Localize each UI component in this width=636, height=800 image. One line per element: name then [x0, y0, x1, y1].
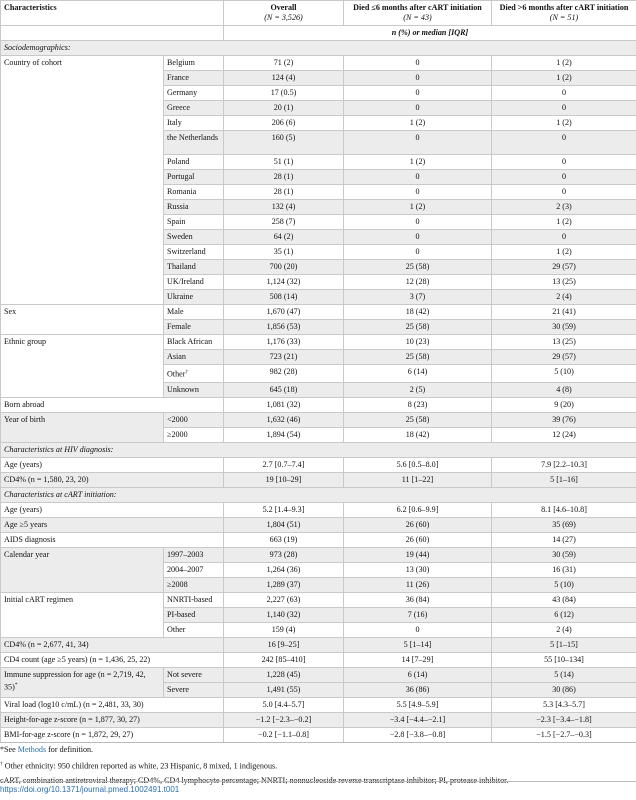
row-label: CD4 count (age ≥5 years) (n = 1,436, 25, 22)	[1, 652, 224, 667]
subgroup-label-text: Ukraine	[167, 292, 194, 301]
table-row	[1, 335, 636, 350]
died-le6-cell: 26 (60)	[344, 517, 492, 532]
table-body	[1, 41, 636, 743]
group-label	[1, 412, 164, 442]
died-gt6-cell: 0	[492, 170, 636, 185]
died-le6-cell: −2.8 [−3.8–−0.8]	[344, 727, 492, 742]
died-gt6-cell: 13 (25)	[492, 335, 636, 350]
section-label: Characteristics at HIV diagnosis:	[1, 442, 636, 457]
overall-cell: 1,632 (46)	[224, 412, 344, 427]
subgroup-label	[164, 305, 224, 320]
died-gt6-cell: 0	[492, 185, 636, 200]
header-characteristics: Characteristics	[1, 1, 224, 26]
overall-cell: −1.2 [−2.3–−0.2]	[224, 712, 344, 727]
group-label-text: Calendar year	[4, 549, 50, 559]
subgroup-label	[164, 667, 224, 682]
header-overall-title: Overall	[270, 3, 297, 12]
overall-cell: 1,081 (32)	[224, 397, 344, 412]
overall-cell: 1,670 (47)	[224, 305, 344, 320]
footnotes	[0, 745, 636, 786]
died-le6-cell: 2 (5)	[344, 382, 492, 397]
subgroup-label	[164, 131, 224, 155]
overall-cell: 159 (4)	[224, 622, 344, 637]
overall-cell: 645 (18)	[224, 382, 344, 397]
overall-cell: 242 [85–410]	[224, 652, 344, 667]
subgroup-label-text: ≥2008	[167, 579, 188, 589]
section-row	[1, 487, 636, 502]
subgroup-label-text: Portugal	[167, 172, 195, 181]
subgroup-label	[164, 56, 224, 71]
died-gt6-cell: 30 (86)	[492, 682, 636, 697]
subgroup-label	[164, 412, 224, 427]
died-le6-cell: 25 (58)	[344, 320, 492, 335]
died-gt6-cell: 39 (76)	[492, 412, 636, 427]
subgroup-label-text: Male	[167, 307, 184, 316]
subgroup-label	[164, 592, 224, 607]
overall-cell: 1,804 (51)	[224, 517, 344, 532]
overall-cell: 16 [9–25]	[224, 637, 344, 652]
group-label	[1, 335, 164, 398]
group-label-text: Year of birth	[4, 414, 45, 424]
subgroup-label-text: Greece	[167, 103, 190, 112]
died-le6-cell: 8 (23)	[344, 397, 492, 412]
subgroup-label	[164, 350, 224, 365]
died-le6-cell: 0	[344, 185, 492, 200]
died-gt6-cell: 12 (24)	[492, 427, 636, 442]
table-row	[1, 502, 636, 517]
overall-cell: 17 (0.5)	[224, 86, 344, 101]
died-le6-cell: 1 (2)	[344, 155, 492, 170]
subgroup-mark: †	[185, 369, 189, 375]
overall-cell: 1,264 (36)	[224, 562, 344, 577]
died-gt6-cell: 4 (8)	[492, 382, 636, 397]
subgroup-label	[164, 682, 224, 697]
died-le6-cell: 26 (60)	[344, 532, 492, 547]
row-label: Age (years)	[1, 457, 224, 472]
table-row	[1, 667, 636, 682]
overall-cell: 700 (20)	[224, 260, 344, 275]
died-gt6-cell: 5 [1–15]	[492, 637, 636, 652]
died-gt6-cell: 0	[492, 131, 636, 155]
row-label: Age (years)	[1, 502, 224, 517]
died-le6-cell: 18 (42)	[344, 427, 492, 442]
died-gt6-cell: 1 (2)	[492, 215, 636, 230]
group-label-text: Country of cohort	[4, 58, 62, 67]
died-gt6-cell: 5 (10)	[492, 365, 636, 383]
table-row	[1, 397, 636, 412]
overall-cell: 982 (28)	[224, 365, 344, 383]
overall-cell: 723 (21)	[224, 350, 344, 365]
subgroup-label	[164, 116, 224, 131]
subgroup-label-text: 1997–2003	[167, 549, 204, 559]
overall-cell: 20 (1)	[224, 101, 344, 116]
table-row	[1, 547, 636, 562]
subgroup-label-text: Sweden	[167, 232, 193, 241]
subgroup-label	[164, 71, 224, 86]
overall-cell: 160 (5)	[224, 131, 344, 155]
row-label: CD4% (n = 2,677, 41, 34)	[1, 637, 224, 652]
group-label	[1, 305, 164, 335]
died-le6-cell: 1 (2)	[344, 200, 492, 215]
section-label: Sociodemographics:	[1, 41, 636, 56]
header-died-gt6	[492, 1, 636, 26]
units-spacer	[1, 26, 224, 41]
overall-cell: 1,124 (32)	[224, 275, 344, 290]
subgroup-label	[164, 170, 224, 185]
footnote-ethnicity	[0, 759, 636, 772]
overall-cell: 1,176 (33)	[224, 335, 344, 350]
died-gt6-cell: 0	[492, 86, 636, 101]
subgroup-label	[164, 215, 224, 230]
units-row	[1, 26, 636, 41]
footnote-methods	[0, 745, 636, 755]
group-label-text: Immune suppression for age (n = 2,719, 42, 35)	[4, 669, 146, 692]
died-gt6-cell: 43 (84)	[492, 592, 636, 607]
footnote-ethnicity-text: Other ethnicity: 950 children reported as white, 23 Hispanic, 8 mixed, 1 indigenous.	[2, 761, 278, 771]
died-le6-cell: 0	[344, 215, 492, 230]
subgroup-label	[164, 230, 224, 245]
overall-cell: 132 (4)	[224, 200, 344, 215]
overall-cell: 71 (2)	[224, 56, 344, 71]
died-gt6-cell: 29 (57)	[492, 260, 636, 275]
group-label-text: Sex	[4, 307, 17, 316]
footnote-methods-pre: *See	[0, 745, 18, 754]
died-le6-cell: 6 (14)	[344, 667, 492, 682]
header-died-gt6-n: (N = 51)	[549, 13, 579, 22]
died-gt6-cell: 30 (59)	[492, 320, 636, 335]
units-label	[224, 26, 636, 41]
table-row	[1, 697, 636, 712]
died-gt6-cell: 5 (14)	[492, 667, 636, 682]
footnote-dagger: †	[0, 761, 3, 767]
died-le6-cell: 11 (26)	[344, 577, 492, 592]
died-gt6-cell: 1 (2)	[492, 116, 636, 131]
died-gt6-cell: 1 (2)	[492, 71, 636, 86]
died-gt6-cell: 21 (41)	[492, 305, 636, 320]
subgroup-label-text: Female	[167, 322, 191, 331]
subgroup-label	[164, 607, 224, 622]
subgroup-label-text: Severe	[167, 684, 190, 694]
died-gt6-cell: 29 (57)	[492, 350, 636, 365]
died-le6-cell: 0	[344, 245, 492, 260]
died-gt6-cell: 2 (3)	[492, 200, 636, 215]
overall-cell: 5.2 [1.4–9.3]	[224, 502, 344, 517]
table-row	[1, 56, 636, 71]
footnote-abbreviations: cART, combination antiretroviral therapy; CD4%, CD4 lymphocyte percentage; NNRTI; nonnucleoside reverse transcriptase inhibitor; PI, protease inhibitor.	[0, 775, 509, 785]
overall-cell: 1,289 (37)	[224, 577, 344, 592]
row-label: Born abroad	[1, 397, 224, 412]
died-le6-cell: 0	[344, 86, 492, 101]
group-label-mark: *	[14, 681, 18, 688]
table-row	[1, 637, 636, 652]
died-gt6-cell: 14 (27)	[492, 532, 636, 547]
subgroup-label-text: Romania	[167, 187, 197, 196]
overall-cell: 28 (1)	[224, 170, 344, 185]
subgroup-label-text: <2000	[167, 414, 188, 424]
died-le6-cell: 12 (28)	[344, 275, 492, 290]
overall-cell: 1,894 (54)	[224, 427, 344, 442]
subgroup-label-text: Switzerland	[167, 247, 206, 256]
died-gt6-cell: −1.5 [−2.7–−0.3]	[492, 727, 636, 742]
table-row	[1, 457, 636, 472]
table-row	[1, 712, 636, 727]
subgroup-label-text: Asian	[167, 352, 186, 361]
overall-cell: 2.7 [0.7–7.4]	[224, 457, 344, 472]
header-died-le6-n: (N = 43)	[403, 13, 432, 22]
section-row	[1, 442, 636, 457]
died-le6-cell: 14 [7–29]	[344, 652, 492, 667]
header-overall	[224, 1, 344, 26]
subgroup-label	[164, 365, 224, 383]
overall-cell: 973 (28)	[224, 547, 344, 562]
row-label: Height-for-age z-score (n = 1,877, 30, 27)	[1, 712, 224, 727]
subgroup-label-text: Other	[167, 624, 186, 634]
subgroup-label-text: 2004–2007	[167, 564, 204, 574]
subgroup-label	[164, 335, 224, 350]
section-label: Characteristics at cART initiation:	[1, 487, 636, 502]
died-le6-cell: 5 [1–14]	[344, 637, 492, 652]
overall-cell: 19 [10–29]	[224, 472, 344, 487]
footnote-divider	[0, 742, 636, 743]
header-died-gt6-title: Died >6 months after cART initiation	[499, 3, 629, 12]
subgroup-label-text: NNRTI-based	[167, 594, 213, 604]
died-le6-cell: 13 (30)	[344, 562, 492, 577]
subgroup-label-text: Black African	[167, 337, 213, 346]
section-row	[1, 41, 636, 56]
died-gt6-cell: 9 (20)	[492, 397, 636, 412]
overall-cell: 28 (1)	[224, 185, 344, 200]
row-label: AIDS diagnosis	[1, 532, 224, 547]
overall-cell: 64 (2)	[224, 230, 344, 245]
subgroup-label-text: Not severe	[167, 669, 202, 679]
died-le6-cell: 0	[344, 71, 492, 86]
died-gt6-cell: 1 (2)	[492, 56, 636, 71]
subgroup-label	[164, 290, 224, 305]
subgroup-label	[164, 245, 224, 260]
header-died-le6	[344, 1, 492, 26]
overall-cell: 2,227 (63)	[224, 592, 344, 607]
subgroup-label-text: Poland	[167, 157, 190, 166]
died-gt6-cell: 5 [1–16]	[492, 472, 636, 487]
died-gt6-cell: 0	[492, 101, 636, 116]
died-le6-cell: 0	[344, 170, 492, 185]
footnote-methods-post: for definition.	[46, 745, 94, 754]
subgroup-label-text: PI-based	[167, 609, 196, 619]
subgroup-label-text: Belgium	[167, 58, 195, 67]
overall-cell: 35 (1)	[224, 245, 344, 260]
subgroup-label	[164, 260, 224, 275]
died-gt6-cell: 2 (4)	[492, 290, 636, 305]
subgroup-label	[164, 275, 224, 290]
subgroup-label-text: ≥2000	[167, 429, 188, 439]
group-label-text: Initial cART regimen	[4, 594, 74, 604]
died-le6-cell: 18 (42)	[344, 305, 492, 320]
died-le6-cell: 5.6 [0.5–8.0]	[344, 457, 492, 472]
overall-cell: 1,856 (53)	[224, 320, 344, 335]
group-label	[1, 592, 164, 637]
header-overall-n: (N = 3,526)	[264, 13, 303, 22]
overall-cell: 258 (7)	[224, 215, 344, 230]
died-le6-cell: 7 (16)	[344, 607, 492, 622]
subgroup-label-text: UK/Ireland	[167, 277, 204, 286]
doi-divider	[0, 781, 636, 782]
died-le6-cell: 6 (14)	[344, 365, 492, 383]
row-label: Age ≥5 years	[1, 517, 224, 532]
header-died-le6-title: Died ≤6 months after cART initiation	[353, 3, 482, 12]
died-gt6-cell: 2 (4)	[492, 622, 636, 637]
group-label	[1, 56, 164, 305]
subgroup-label	[164, 562, 224, 577]
subgroup-label	[164, 547, 224, 562]
died-le6-cell: 1 (2)	[344, 116, 492, 131]
row-label: BMI-for-age z-score (n = 1,872, 29, 27)	[1, 727, 224, 742]
died-le6-cell: 0	[344, 230, 492, 245]
died-gt6-cell: 1 (2)	[492, 245, 636, 260]
table-row	[1, 517, 636, 532]
units-text: n (%) or median [IQR]	[391, 28, 469, 37]
row-label: Viral load (log10 c/mL) (n = 2,481, 33, 30)	[1, 697, 224, 712]
died-le6-cell: 0	[344, 56, 492, 71]
subgroup-label	[164, 86, 224, 101]
died-gt6-cell: 0	[492, 230, 636, 245]
died-le6-cell: 25 (58)	[344, 412, 492, 427]
group-label-text: Ethnic group	[4, 337, 47, 346]
subgroup-label	[164, 200, 224, 215]
died-le6-cell: 36 (86)	[344, 682, 492, 697]
died-le6-cell: 36 (84)	[344, 592, 492, 607]
table-row	[1, 305, 636, 320]
died-gt6-cell: 6 (12)	[492, 607, 636, 622]
subgroup-label	[164, 622, 224, 637]
overall-cell: 5.0 [4.4–5.7]	[224, 697, 344, 712]
subgroup-label-text: Germany	[167, 88, 198, 97]
overall-cell: 51 (1)	[224, 155, 344, 170]
subgroup-label	[164, 427, 224, 442]
subgroup-label	[164, 382, 224, 397]
subgroup-label-text: Thailand	[167, 262, 196, 271]
methods-link[interactable]: Methods	[17, 745, 47, 754]
died-gt6-cell: −2.3 [−3.4–−1.8]	[492, 712, 636, 727]
died-gt6-cell: 5 (10)	[492, 577, 636, 592]
died-le6-cell: 25 (58)	[344, 350, 492, 365]
died-le6-cell: 0	[344, 622, 492, 637]
overall-cell: 1,491 (55)	[224, 682, 344, 697]
subgroup-label	[164, 185, 224, 200]
died-gt6-cell: 55 [10–134]	[492, 652, 636, 667]
overall-cell: 1,140 (32)	[224, 607, 344, 622]
table-row	[1, 472, 636, 487]
subgroup-label-text: Russia	[167, 202, 189, 211]
died-le6-cell: 5.5 [4.9–5.9]	[344, 697, 492, 712]
overall-cell: 206 (6)	[224, 116, 344, 131]
died-le6-cell: 19 (44)	[344, 547, 492, 562]
table-row	[1, 652, 636, 667]
subgroup-label	[164, 320, 224, 335]
subgroup-label-text: Other	[167, 369, 186, 379]
doi-link[interactable]: https://doi.org/10.1371/journal.pmed.1002491.t001	[0, 785, 180, 794]
died-gt6-cell: 8.1 [4.6–10.8]	[492, 502, 636, 517]
died-gt6-cell: 13 (25)	[492, 275, 636, 290]
table-row	[1, 412, 636, 427]
overall-cell: 124 (4)	[224, 71, 344, 86]
died-gt6-cell: 5.3 [4.3–5.7]	[492, 697, 636, 712]
died-gt6-cell: 35 (69)	[492, 517, 636, 532]
overall-cell: 508 (14)	[224, 290, 344, 305]
overall-cell: −0.2 [−1.1–0.8]	[224, 727, 344, 742]
died-gt6-cell: 0	[492, 155, 636, 170]
row-label: CD4% (n = 1,580, 23, 20)	[1, 472, 224, 487]
group-label	[1, 667, 164, 697]
died-gt6-cell: 16 (31)	[492, 562, 636, 577]
overall-cell: 1,228 (45)	[224, 667, 344, 682]
died-le6-cell: 25 (58)	[344, 260, 492, 275]
died-le6-cell: 6.2 [0.6–9.9]	[344, 502, 492, 517]
died-le6-cell: 3 (7)	[344, 290, 492, 305]
died-gt6-cell: 30 (59)	[492, 547, 636, 562]
subgroup-label	[164, 577, 224, 592]
died-le6-cell: 11 [1–22]	[344, 472, 492, 487]
table-header-row	[1, 1, 636, 26]
table-row	[1, 727, 636, 742]
died-le6-cell: 0	[344, 131, 492, 155]
died-gt6-cell: 7.9 [2.2–10.3]	[492, 457, 636, 472]
subgroup-label-text: the Netherlands	[167, 133, 219, 142]
died-le6-cell: 10 (23)	[344, 335, 492, 350]
subgroup-label	[164, 155, 224, 170]
subgroup-label	[164, 101, 224, 116]
subgroup-label-text: Unknown	[167, 384, 199, 394]
subgroup-label-text: Italy	[167, 118, 182, 127]
table-row	[1, 592, 636, 607]
group-label	[1, 547, 164, 592]
subgroup-label-text: Spain	[167, 217, 186, 226]
table-row	[1, 532, 636, 547]
died-le6-cell: −3.4 [−4.4–−2.1]	[344, 712, 492, 727]
overall-cell: 663 (19)	[224, 532, 344, 547]
died-le6-cell: 0	[344, 101, 492, 116]
subgroup-label-text: France	[167, 73, 190, 82]
